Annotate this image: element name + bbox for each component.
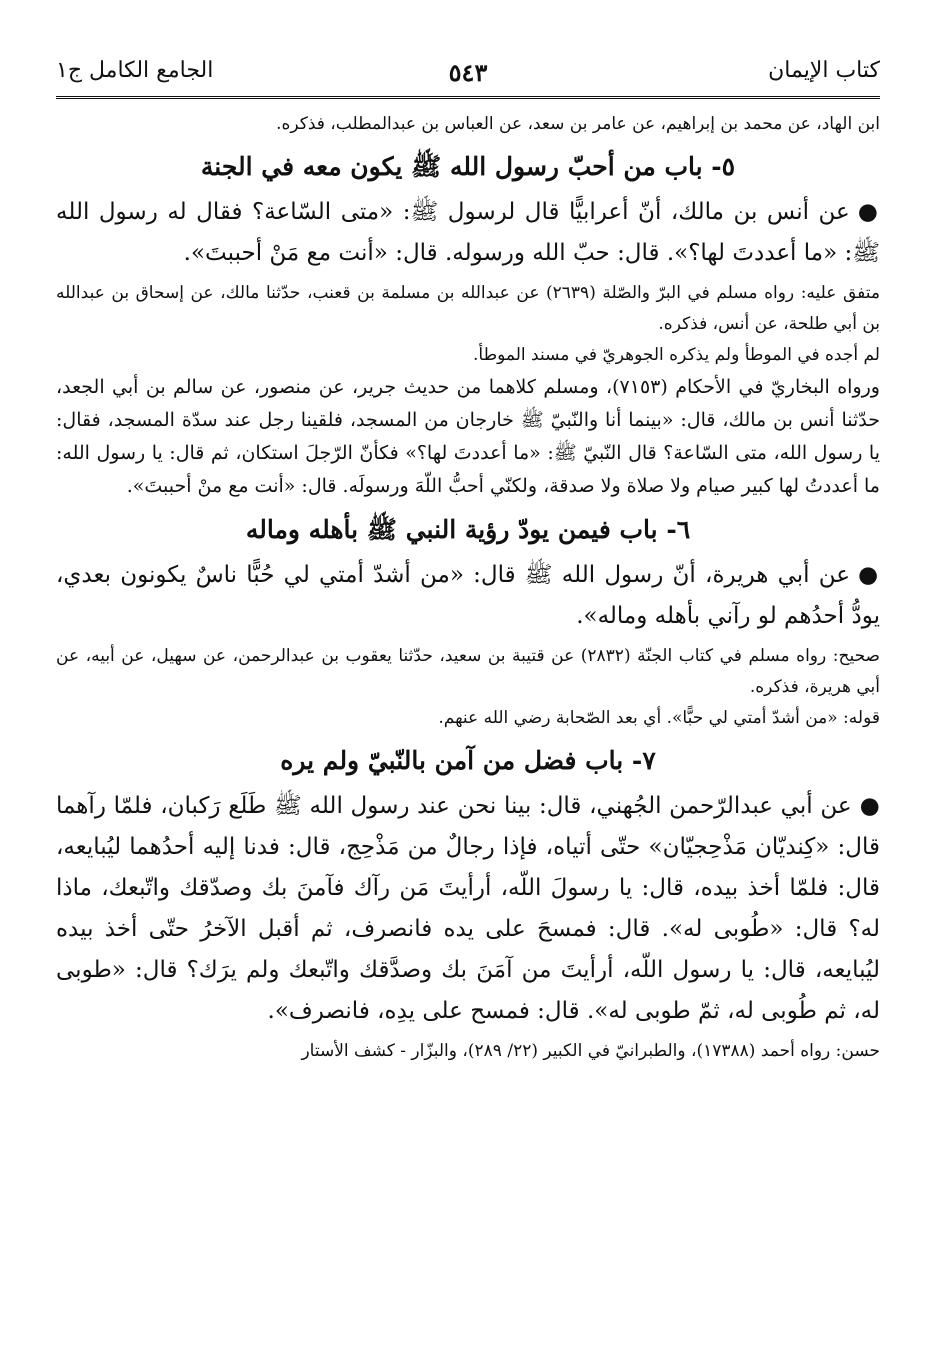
note-paragraph: متفق عليه: رواه مسلم في البرّ والصّلة (٢٦٣٩) عن عبدالله بن مسلمة بن قعنب، حدّثنا مالك، عن إسحاق بن عبدالله بن أبي طلحة، عن أنس، فذكره.: [56, 283, 880, 334]
hadith-paragraph: [56, 786, 880, 1032]
note-paragraph: لم أجده في الموطأ ولم يذكره الجوهريّ في مسند الموطأ.: [472, 345, 880, 365]
bullet-icon: ●: [859, 793, 880, 819]
chapter-title: كتاب الإيمان: [768, 58, 880, 83]
section-heading: ٦- باب فيمن يودّ رؤية النبي ﷺ بأهله وماله: [245, 515, 691, 544]
section-heading: ٥- باب من أحبّ رسول الله ﷺ يكون معه في الجنة: [200, 152, 736, 181]
page-number: ٥٤٣: [448, 58, 488, 87]
hadith-text: عن أنس بن مالك، أنّ أعرابيًّا قال لرسول ﷺ: «متى السّاعة؟ فقال له رسول الله ﷺ: «ما أعددتَ لها؟». قال: حبّ الله ورسوله. قال: «أنت مع مَنْ أحببتَ».: [56, 199, 880, 266]
note-paragraph: ابن الهاد، عن محمد بن إبراهيم، عن عامر بن سعد، عن العباس بن عبدالمطلب، فذكره.: [276, 114, 880, 134]
book-title: الجامع الكامل ج١: [56, 58, 214, 83]
hadith-text: عن أبي هريرة، أنّ رسول الله ﷺ قال: «من أشدّ أمتي لي حُبًّا ناسٌ يكونون بعدي، يودُّ أحدُهم لو رآني بأهله وماله».: [56, 562, 880, 629]
bullet-icon: ●: [858, 562, 880, 588]
note-paragraph: قوله: «من أشدّ أمتي لي حبًّا». أي بعد الصّحابة رضي الله عنهم.: [438, 708, 880, 728]
hadith-paragraph: [56, 192, 880, 274]
header-rule: [56, 96, 880, 99]
section-heading: ٧- باب فضل من آمن بالنّبيّ ولم يره: [280, 746, 656, 775]
page-header: [56, 50, 880, 94]
note-paragraph: حسن: رواه أحمد (١٧٣٨٨)، والطبرانيّ في الكبير (٢٢/ ٢٨٩)، والبزّار - كشف الأستار: [301, 1041, 880, 1061]
note-paragraph: ورواه البخاريّ في الأحكام (٧١٥٣)، ومسلم كلاهما من حديث جرير، عن منصور، عن سالم بن أبي الجعد، حدّثنا أنس بن مالك، قال: «بينما أنا والنّبيّ ﷺ خارجان من المسجد، فلقينا رجل عند سدّة المسجد، فقال: يا رسول الله، متى السّاعة؟ قال النّبيّ ﷺ: «ما أعددتَ لها؟» فكأنّ الرّجلَ استكان، ثم قال: يا رسول الله: ما أعددتُ لها كبير صيام ولا صلاة ولا صدقة، ولكنّي أحبُّ اللّهَ ورسولَه. قال: «أنت مع منْ أحببتَ».: [56, 376, 880, 497]
bullet-icon: ●: [857, 199, 880, 225]
hadith-paragraph: [56, 555, 880, 637]
hadith-text: عن أبي عبدالرّحمن الجُهني، قال: بينا نحن عند رسول الله ﷺ طَلَع رَكبان، فلمّا رآهما قال: «كِنديّان مَذْحِجيّان» حتّى أتياه، فإذا رجالٌ من مَذْحِج، قال: فدنا إليه أحدُهما ليُبايعه، قال: فلمّا أخذ بيده، قال: يا رسولَ اللّه، أرأيتَ مَن رآك فآمنَ بك وصدّقك واتّبعك، ماذا له؟ قال: «طُوبى له». قال: فمسحَ على يده فانصرف، ثم أقبل الآخرُ حتّى أخذ بيده ليُبايعه، قال: يا رسول اللّه، أرأيتَ من آمَنَ بك وصدَّقك واتّبعك ولم يرَك؟ قال: «طوبى له، ثم طُوبى له، ثمّ طوبى له». قال: فمسح على يدِه، فانصرف».: [56, 793, 880, 1024]
note-paragraph: صحيح: رواه مسلم في كتاب الجنّة (٢٨٣٢) عن قتيبة بن سعيد، حدّثنا يعقوب بن عبدالرحمن، عن سهيل، عن أبيه، عن أبي هريرة، فذكره.: [56, 646, 880, 697]
